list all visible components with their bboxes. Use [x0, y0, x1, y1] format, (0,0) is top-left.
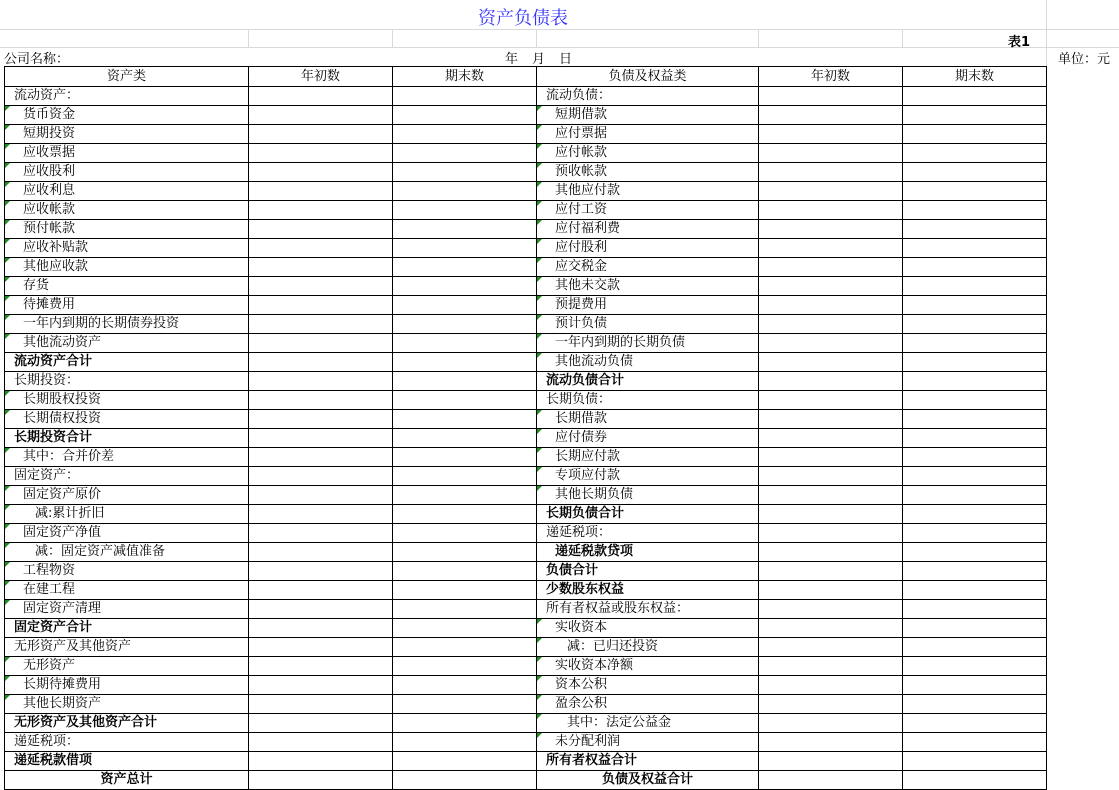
liability-item-cell[interactable]: 长期借款: [537, 410, 759, 429]
asset-item-cell[interactable]: 应收帐款: [5, 201, 249, 220]
asset-end-cell[interactable]: [393, 334, 537, 353]
asset-end-cell[interactable]: [393, 486, 537, 505]
liability-end-cell[interactable]: [903, 657, 1047, 676]
liability-item-cell[interactable]: 应付帐款: [537, 144, 759, 163]
liability-end-cell[interactable]: [903, 505, 1047, 524]
liability-item-cell[interactable]: 实收资本净额: [537, 657, 759, 676]
asset-begin-cell[interactable]: [249, 87, 393, 106]
asset-item-cell[interactable]: 短期投资: [5, 125, 249, 144]
sheet-title: 资产负债表: [478, 8, 568, 29]
asset-end-cell[interactable]: [393, 87, 537, 106]
table-row: [5, 391, 1047, 410]
table-row: [5, 581, 1047, 600]
liability-begin-cell[interactable]: [759, 562, 903, 581]
liability-begin-cell[interactable]: [759, 258, 903, 277]
table-row: [5, 220, 1047, 239]
liability-begin-cell[interactable]: [759, 486, 903, 505]
liability-item-cell[interactable]: 应付福利费: [537, 220, 759, 239]
asset-end-cell[interactable]: [393, 714, 537, 733]
table-row: [5, 201, 1047, 220]
table-row: [5, 524, 1047, 543]
asset-end-cell[interactable]: [393, 752, 537, 771]
table-row: [5, 771, 1047, 790]
asset-end-cell[interactable]: [393, 353, 537, 372]
liability-end-cell[interactable]: [903, 733, 1047, 752]
asset-end-cell[interactable]: [393, 391, 537, 410]
table-row: [5, 315, 1047, 334]
asset-item-cell[interactable]: 预付帐款: [5, 220, 249, 239]
liability-begin-cell[interactable]: [759, 277, 903, 296]
asset-end-cell[interactable]: [393, 239, 537, 258]
table-number: 表1: [1008, 35, 1031, 50]
liability-item-cell[interactable]: 预收帐款: [537, 163, 759, 182]
asset-begin-cell[interactable]: [249, 125, 393, 144]
asset-item-cell[interactable]: 存货: [5, 277, 249, 296]
asset-item-cell[interactable]: 一年内到期的长期债券投资: [5, 315, 249, 334]
table-row: [5, 733, 1047, 752]
asset-item-cell[interactable]: 资产总计: [5, 771, 249, 790]
liability-begin-cell[interactable]: [759, 334, 903, 353]
table-row: [5, 87, 1047, 106]
table-row: [5, 334, 1047, 353]
report-date: [505, 48, 586, 67]
asset-item-cell[interactable]: 固定资产净值: [5, 524, 249, 543]
asset-begin-cell[interactable]: [249, 106, 393, 125]
asset-item-cell[interactable]: 在建工程: [5, 581, 249, 600]
liability-item-cell[interactable]: 减：已归还投资: [537, 638, 759, 657]
liability-item-cell[interactable]: 其他未交款: [537, 277, 759, 296]
liability-begin-cell[interactable]: [759, 429, 903, 448]
liability-item-cell[interactable]: 长期应付款: [537, 448, 759, 467]
asset-end-cell[interactable]: [393, 258, 537, 277]
asset-item-cell[interactable]: 固定资产：: [5, 467, 249, 486]
asset-item-cell[interactable]: 其中：合并价差: [5, 448, 249, 467]
liability-end-cell[interactable]: [903, 182, 1047, 201]
liability-begin-cell[interactable]: [759, 125, 903, 144]
liability-begin-cell[interactable]: [759, 315, 903, 334]
liability-item-cell[interactable]: 其中：法定公益金: [537, 714, 759, 733]
table-row: [5, 676, 1047, 695]
asset-end-cell[interactable]: [393, 467, 537, 486]
asset-item-cell[interactable]: 减:累计折旧: [5, 505, 249, 524]
header-row: [5, 67, 1047, 87]
table-row: [5, 619, 1047, 638]
asset-end-cell[interactable]: [393, 163, 537, 182]
asset-end-cell[interactable]: [393, 733, 537, 752]
table-row: [5, 106, 1047, 125]
table-row: [5, 410, 1047, 429]
asset-begin-cell[interactable]: [249, 733, 393, 752]
liability-end-cell[interactable]: [903, 429, 1047, 448]
asset-end-cell[interactable]: [393, 372, 537, 391]
liability-end-cell[interactable]: [903, 334, 1047, 353]
liability-begin-cell[interactable]: [759, 182, 903, 201]
asset-end-cell[interactable]: [393, 695, 537, 714]
liability-begin-cell[interactable]: [759, 543, 903, 562]
asset-begin-cell[interactable]: [249, 220, 393, 239]
liability-begin-cell[interactable]: [759, 714, 903, 733]
asset-begin-cell[interactable]: [249, 771, 393, 790]
liability-end-cell[interactable]: [903, 676, 1047, 695]
liability-item-cell[interactable]: 其他流动负债: [537, 353, 759, 372]
asset-begin-cell[interactable]: [249, 296, 393, 315]
asset-item-cell[interactable]: 长期投资：: [5, 372, 249, 391]
liability-item-cell[interactable]: 应付工资: [537, 201, 759, 220]
asset-item-cell[interactable]: 应收股利: [5, 163, 249, 182]
liability-end-cell[interactable]: [903, 467, 1047, 486]
liability-item-cell[interactable]: 所有者权益或股东权益：: [537, 600, 759, 619]
table-row: [5, 163, 1047, 182]
asset-begin-cell[interactable]: [249, 486, 393, 505]
liability-begin-cell[interactable]: [759, 638, 903, 657]
asset-item-cell[interactable]: 应收利息: [5, 182, 249, 201]
liability-item-cell[interactable]: 应付债券: [537, 429, 759, 448]
liability-end-cell[interactable]: [903, 258, 1047, 277]
liability-end-cell[interactable]: [903, 695, 1047, 714]
table-row: [5, 752, 1047, 771]
asset-begin-cell[interactable]: [249, 638, 393, 657]
liability-begin-cell[interactable]: [759, 239, 903, 258]
table-row: [5, 467, 1047, 486]
liability-begin-cell[interactable]: [759, 467, 903, 486]
asset-item-cell[interactable]: 流动资产：: [5, 87, 249, 106]
asset-begin-cell[interactable]: [249, 391, 393, 410]
asset-begin-cell[interactable]: [249, 410, 393, 429]
asset-begin-cell[interactable]: [249, 277, 393, 296]
asset-item-cell[interactable]: 无形资产及其他资产合计: [5, 714, 249, 733]
asset-item-cell[interactable]: 长期股权投资: [5, 391, 249, 410]
table-row: [5, 695, 1047, 714]
asset-begin-cell[interactable]: [249, 182, 393, 201]
liability-item-cell[interactable]: 未分配利润: [537, 733, 759, 752]
liability-begin-cell[interactable]: [759, 505, 903, 524]
header-begin-balance-2[interactable]: 年初数: [759, 67, 903, 87]
asset-item-cell[interactable]: 其他流动资产: [5, 334, 249, 353]
liability-item-cell[interactable]: 递延税款贷项: [537, 543, 759, 562]
sheet-body: [5, 67, 1047, 790]
liability-begin-cell[interactable]: [759, 372, 903, 391]
liability-begin-cell[interactable]: [759, 410, 903, 429]
table-row: [5, 505, 1047, 524]
liability-item-cell[interactable]: 应付票据: [537, 125, 759, 144]
liability-begin-cell[interactable]: [759, 144, 903, 163]
asset-item-cell[interactable]: 固定资产合计: [5, 619, 249, 638]
liability-end-cell[interactable]: [903, 144, 1047, 163]
asset-item-cell[interactable]: 其他长期资产: [5, 695, 249, 714]
date-year: 年: [505, 52, 519, 67]
liability-end-cell[interactable]: [903, 391, 1047, 410]
asset-begin-cell[interactable]: [249, 524, 393, 543]
header-asset-category[interactable]: 资产类: [5, 67, 249, 87]
asset-begin-cell[interactable]: [249, 201, 393, 220]
asset-end-cell[interactable]: [393, 201, 537, 220]
liability-begin-cell[interactable]: [759, 695, 903, 714]
asset-item-cell[interactable]: 固定资产原价: [5, 486, 249, 505]
asset-begin-cell[interactable]: [249, 505, 393, 524]
asset-item-cell[interactable]: 减：固定资产减值准备: [5, 543, 249, 562]
date-month: 月: [532, 52, 546, 67]
liability-end-cell[interactable]: [903, 562, 1047, 581]
liability-begin-cell[interactable]: [759, 657, 903, 676]
liability-begin-cell[interactable]: [759, 448, 903, 467]
table-row: [5, 429, 1047, 448]
asset-end-cell[interactable]: [393, 657, 537, 676]
asset-begin-cell[interactable]: [249, 258, 393, 277]
unit-label: 单位：元: [1058, 52, 1111, 67]
liability-end-cell[interactable]: [903, 524, 1047, 543]
table-row: [5, 277, 1047, 296]
table-row: [5, 562, 1047, 581]
liability-item-cell[interactable]: 应交税金: [537, 258, 759, 277]
asset-item-cell[interactable]: 固定资产清理: [5, 600, 249, 619]
liability-begin-cell[interactable]: [759, 752, 903, 771]
liability-item-cell[interactable]: 长期负债：: [537, 391, 759, 410]
liability-end-cell[interactable]: [903, 87, 1047, 106]
asset-end-cell[interactable]: [393, 220, 537, 239]
asset-item-cell[interactable]: 递延税款借项: [5, 752, 249, 771]
table-row: [5, 448, 1047, 467]
liability-begin-cell[interactable]: [759, 676, 903, 695]
asset-begin-cell[interactable]: [249, 752, 393, 771]
liability-begin-cell[interactable]: [759, 600, 903, 619]
asset-end-cell[interactable]: [393, 277, 537, 296]
liability-end-cell[interactable]: [903, 277, 1047, 296]
liability-end-cell[interactable]: [903, 600, 1047, 619]
asset-end-cell[interactable]: [393, 524, 537, 543]
asset-end-cell[interactable]: [393, 106, 537, 125]
liability-end-cell[interactable]: [903, 410, 1047, 429]
liability-end-cell[interactable]: [903, 372, 1047, 391]
asset-begin-cell[interactable]: [249, 315, 393, 334]
asset-item-cell[interactable]: 应收补贴款: [5, 239, 249, 258]
liability-end-cell[interactable]: [903, 125, 1047, 144]
asset-end-cell[interactable]: [393, 429, 537, 448]
liability-item-cell[interactable]: 其他应付款: [537, 182, 759, 201]
liability-end-cell[interactable]: [903, 315, 1047, 334]
liability-item-cell[interactable]: 一年内到期的长期负债: [537, 334, 759, 353]
liability-end-cell[interactable]: [903, 353, 1047, 372]
liability-end-cell[interactable]: [903, 581, 1047, 600]
liability-item-cell[interactable]: 递延税项：: [537, 524, 759, 543]
liability-end-cell[interactable]: [903, 543, 1047, 562]
asset-item-cell[interactable]: 货币资金: [5, 106, 249, 125]
asset-item-cell[interactable]: 流动资产合计: [5, 353, 249, 372]
liability-begin-cell[interactable]: [759, 87, 903, 106]
liability-end-cell[interactable]: [903, 220, 1047, 239]
liability-end-cell[interactable]: [903, 752, 1047, 771]
liability-begin-cell[interactable]: [759, 619, 903, 638]
liability-begin-cell[interactable]: [759, 296, 903, 315]
liability-item-cell[interactable]: 长期负债合计: [537, 505, 759, 524]
liability-item-cell[interactable]: 流动负债合计: [537, 372, 759, 391]
liability-end-cell[interactable]: [903, 448, 1047, 467]
liability-begin-cell[interactable]: [759, 391, 903, 410]
asset-begin-cell[interactable]: [249, 695, 393, 714]
liability-begin-cell[interactable]: [759, 581, 903, 600]
header-end-balance-2[interactable]: 期末数: [903, 67, 1047, 87]
table-row: [5, 486, 1047, 505]
table-row: [5, 125, 1047, 144]
header-end-balance[interactable]: 期末数: [393, 67, 537, 87]
header-liability-category[interactable]: 负债及权益类: [537, 67, 759, 87]
asset-begin-cell[interactable]: [249, 600, 393, 619]
liability-end-cell[interactable]: [903, 201, 1047, 220]
asset-item-cell[interactable]: 待摊费用: [5, 296, 249, 315]
asset-end-cell[interactable]: [393, 315, 537, 334]
asset-item-cell[interactable]: 应收票据: [5, 144, 249, 163]
table-row: [5, 258, 1047, 277]
asset-begin-cell[interactable]: [249, 163, 393, 182]
asset-item-cell[interactable]: 长期投资合计: [5, 429, 249, 448]
asset-begin-cell[interactable]: [249, 619, 393, 638]
liability-item-cell[interactable]: 预计负债: [537, 315, 759, 334]
asset-end-cell[interactable]: [393, 581, 537, 600]
liability-item-cell[interactable]: 负债及权益合计: [537, 771, 759, 790]
asset-item-cell[interactable]: 无形资产及其他资产: [5, 638, 249, 657]
asset-begin-cell[interactable]: [249, 676, 393, 695]
asset-end-cell[interactable]: [393, 125, 537, 144]
asset-item-cell[interactable]: 其他应收款: [5, 258, 249, 277]
liability-item-cell[interactable]: 其他长期负债: [537, 486, 759, 505]
asset-item-cell[interactable]: 长期债权投资: [5, 410, 249, 429]
asset-end-cell[interactable]: [393, 638, 537, 657]
table-row: [5, 182, 1047, 201]
liability-item-cell[interactable]: 盈余公积: [537, 695, 759, 714]
asset-begin-cell[interactable]: [249, 239, 393, 258]
asset-item-cell[interactable]: 递延税项：: [5, 733, 249, 752]
asset-begin-cell[interactable]: [249, 144, 393, 163]
table-row: [5, 144, 1047, 163]
company-name-label: 公司名称：: [4, 52, 70, 67]
liability-item-cell[interactable]: 资本公积: [537, 676, 759, 695]
liability-begin-cell[interactable]: [759, 163, 903, 182]
asset-item-cell[interactable]: 工程物资: [5, 562, 249, 581]
liability-end-cell[interactable]: [903, 638, 1047, 657]
liability-item-cell[interactable]: 应付股利: [537, 239, 759, 258]
table-row: [5, 657, 1047, 676]
liability-begin-cell[interactable]: [759, 201, 903, 220]
asset-end-cell[interactable]: [393, 562, 537, 581]
liability-item-cell[interactable]: 所有者权益合计: [537, 752, 759, 771]
liability-item-cell[interactable]: 专项应付款: [537, 467, 759, 486]
asset-begin-cell[interactable]: [249, 334, 393, 353]
asset-end-cell[interactable]: [393, 543, 537, 562]
liability-begin-cell[interactable]: [759, 106, 903, 125]
asset-begin-cell[interactable]: [249, 657, 393, 676]
liability-begin-cell[interactable]: [759, 524, 903, 543]
liability-item-cell[interactable]: 少数股东权益: [537, 581, 759, 600]
liability-begin-cell[interactable]: [759, 220, 903, 239]
asset-begin-cell[interactable]: [249, 581, 393, 600]
asset-end-cell[interactable]: [393, 505, 537, 524]
asset-begin-cell[interactable]: [249, 714, 393, 733]
liability-item-cell[interactable]: 负债合计: [537, 562, 759, 581]
liability-item-cell[interactable]: 实收资本: [537, 619, 759, 638]
asset-begin-cell[interactable]: [249, 562, 393, 581]
table-row: [5, 714, 1047, 733]
liability-begin-cell[interactable]: [759, 353, 903, 372]
asset-end-cell[interactable]: [393, 771, 537, 790]
asset-end-cell[interactable]: [393, 182, 537, 201]
table-row: [5, 239, 1047, 258]
asset-end-cell[interactable]: [393, 296, 537, 315]
table-row: [5, 353, 1047, 372]
liability-begin-cell[interactable]: [759, 733, 903, 752]
asset-item-cell[interactable]: 无形资产: [5, 657, 249, 676]
asset-end-cell[interactable]: [393, 410, 537, 429]
header-begin-balance[interactable]: 年初数: [249, 67, 393, 87]
liability-end-cell[interactable]: [903, 106, 1047, 125]
asset-begin-cell[interactable]: [249, 467, 393, 486]
date-day: 日: [559, 52, 573, 67]
balance-sheet-table: [4, 66, 1047, 790]
liability-end-cell[interactable]: [903, 296, 1047, 315]
asset-item-cell[interactable]: 长期待摊费用: [5, 676, 249, 695]
asset-begin-cell[interactable]: [249, 429, 393, 448]
asset-begin-cell[interactable]: [249, 353, 393, 372]
asset-begin-cell[interactable]: [249, 543, 393, 562]
asset-end-cell[interactable]: [393, 676, 537, 695]
table-row: [5, 372, 1047, 391]
liability-end-cell[interactable]: [903, 486, 1047, 505]
liability-item-cell[interactable]: 预提费用: [537, 296, 759, 315]
liability-end-cell[interactable]: [903, 163, 1047, 182]
table-row: [5, 296, 1047, 315]
table-row: [5, 543, 1047, 562]
liability-item-cell[interactable]: 流动负债：: [537, 87, 759, 106]
asset-begin-cell[interactable]: [249, 372, 393, 391]
asset-begin-cell[interactable]: [249, 448, 393, 467]
liability-end-cell[interactable]: [903, 714, 1047, 733]
asset-end-cell[interactable]: [393, 619, 537, 638]
table-row: [5, 600, 1047, 619]
asset-end-cell[interactable]: [393, 144, 537, 163]
table-row: [5, 638, 1047, 657]
liability-end-cell[interactable]: [903, 239, 1047, 258]
asset-end-cell[interactable]: [393, 448, 537, 467]
liability-item-cell[interactable]: 短期借款: [537, 106, 759, 125]
liability-begin-cell[interactable]: [759, 771, 903, 790]
liability-end-cell[interactable]: [903, 771, 1047, 790]
liability-end-cell[interactable]: [903, 619, 1047, 638]
asset-end-cell[interactable]: [393, 600, 537, 619]
